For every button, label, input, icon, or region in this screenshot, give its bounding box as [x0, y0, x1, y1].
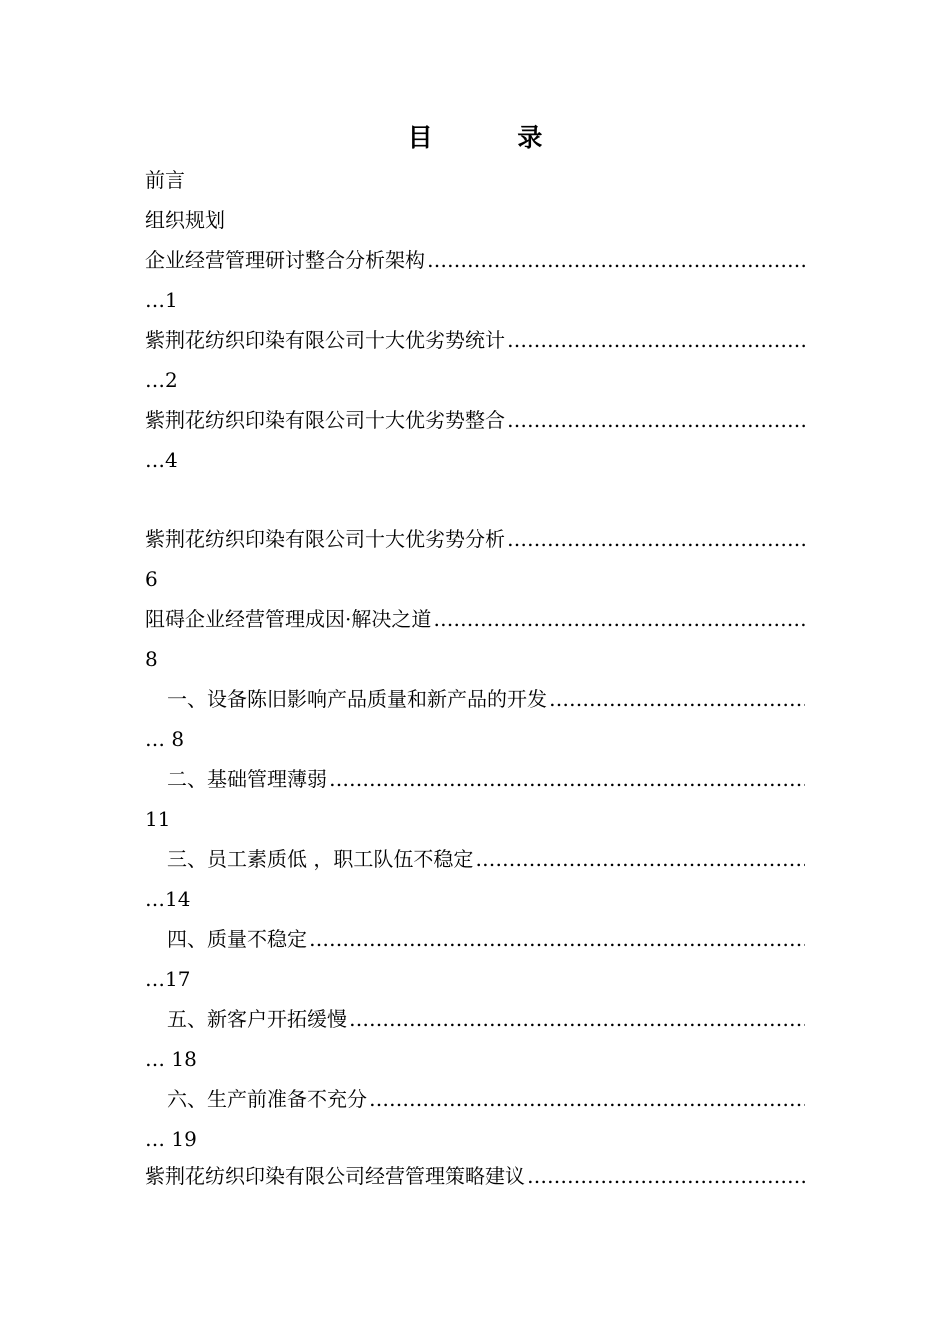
toc-entry-page: 8 [145, 647, 158, 671]
toc-entry-page: … 19 [145, 1127, 197, 1151]
toc-entry-text: 企业经营管理研讨整合分析架构 [145, 248, 425, 272]
toc-entry-text: 紫荆花纺织印染有限公司十大优劣势分析 [145, 527, 505, 551]
toc-entry [167, 923, 805, 955]
toc-entry-page: 11 [145, 807, 171, 831]
toc-leader-dots [309, 923, 805, 955]
toc-entry-text: 五、新客户开拓缓慢 [167, 1007, 347, 1031]
toc-entry [145, 523, 805, 555]
toc-entry [145, 244, 805, 276]
toc-entry [145, 1160, 805, 1192]
toc-leader-dots [527, 1160, 805, 1192]
toc-entry-page: …1 [145, 288, 178, 312]
toc-leader-dots [507, 404, 805, 436]
toc-entry [167, 1083, 805, 1115]
toc-entry-text: 紫荆花纺织印染有限公司十大优劣势整合 [145, 408, 505, 432]
toc-leader-dots [349, 1003, 805, 1035]
toc-entry-page: …17 [145, 967, 191, 991]
toc-entry [145, 324, 805, 356]
toc-title: 目 录 [407, 123, 581, 152]
toc-leader-dots [329, 763, 805, 795]
toc-leader-dots [475, 843, 805, 875]
toc-entry-text: 紫荆花纺织印染有限公司十大优劣势统计 [145, 328, 505, 352]
toc-leader-dots [427, 244, 805, 276]
toc-entry [167, 1003, 805, 1035]
toc-leader-dots [369, 1083, 805, 1115]
toc-entry [167, 763, 805, 795]
toc-entry [145, 404, 805, 436]
toc-entry-text: 紫荆花纺织印染有限公司经营管理策略建议 [145, 1164, 525, 1188]
toc-entry-page: … 8 [145, 727, 185, 751]
toc-entry-page: …14 [145, 887, 191, 911]
toc-org-planning: 组织规划 [145, 208, 225, 232]
toc-entry-text: 阻碍企业经营管理成因·解决之道 [145, 607, 432, 631]
toc-entry-page: 6 [145, 567, 158, 591]
toc-leader-dots [549, 683, 805, 715]
toc-entry-text: 一、设备陈旧影响产品质量和新产品的开发 [167, 687, 547, 711]
toc-entry-text: 四、质量不稳定 [167, 927, 307, 951]
toc-leader-dots [507, 523, 805, 555]
toc-entry-page: …2 [145, 368, 178, 392]
toc-leader-dots [433, 603, 805, 635]
toc-entry [167, 683, 805, 715]
toc-entry [167, 843, 805, 875]
toc-preface: 前言 [145, 168, 185, 192]
toc-entry-text: 三、员工素质低 ，职工队伍不稳定 [167, 847, 474, 871]
toc-entry-page: …4 [145, 448, 178, 472]
toc-entry-text: 二、基础管理薄弱 [167, 767, 327, 791]
toc-entry [145, 603, 805, 635]
toc-entry-page: … 18 [145, 1047, 197, 1071]
toc-entry-text: 六、生产前准备不充分 [167, 1087, 367, 1111]
toc-leader-dots [507, 324, 805, 356]
